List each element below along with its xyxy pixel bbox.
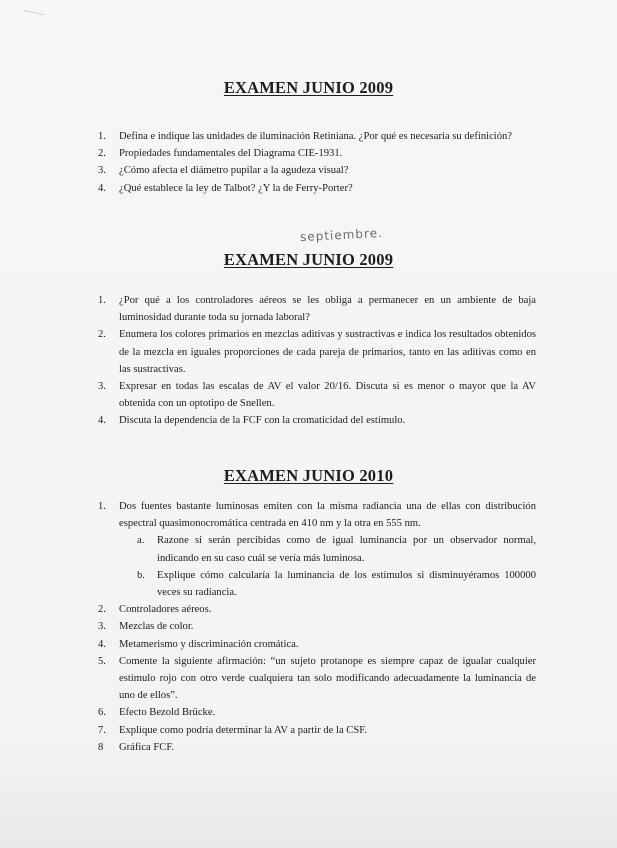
sub-question-list [119,532,536,601]
sub-list-item: b. Explique cómo calcularía la luminancia de los estímulos si disminuyéramos 100000 veces su radiancia. [137,569,536,599]
list-item: 2. Controladores aéreos. [98,604,212,616]
list-item: 1. Defina e indique las unidades de iluminación Retiniana. ¿Por qué es necesaria su definición? [98,131,513,142]
list-item: 3. Mezclas de color. [98,621,194,633]
scan-shadow [0,758,617,848]
sub-list-item: a. Razone si serán percibidas como de igual luminancia por un observador normal, indicando en su caso cuál se vería más luminosa. [137,535,536,564]
list-item: 1. Dos fuentes bastante luminosas emiten con la misma radiancia una de ellas con distribución espectral quasimonocromática centrada en 410 nm y la otra en 555 nm. a. Razone si serán percibidas como de igual luminancia por un observador normal, indicando en su caso cuál se vería más luminosa. b. Explique cómo calcularía la luminancia de los estímulos si disminuyéramos 100000 veces su radiancia. [98,498,536,601]
section-title-2: EXAMEN JUNIO 2009 [223,250,394,269]
list-item: 3. ¿Cómo afecta el diámetro pupilar a la agudeza visual? [98,165,349,177]
list-item: 4. ¿Qué establece la ley de Talbot? ¿Y la de Ferry-Porter? [98,182,353,194]
list-item: 6. Efecto Bezold Brücke. [98,707,216,719]
handwritten-annotation: septiembre. [299,225,384,245]
list-item: 5. Comente la siguiente afirmación: “un sujeto protanope es siempre capaz de igualar cualquier estímulo rojo con otro verde cualquiera tan solo modificando adecuadamente la luminancia de uno de ellos”. [98,655,536,702]
list-item: 2. Enumera los colores primarios en mezclas aditivas y sustractivas e indica los resultados obtenidos de la mezcla en iguales proporciones de cada pareja de primarios, tanto en las aditivas como en las sustractivas. [98,329,536,375]
section-title-1: EXAMEN JUNIO 2009 [223,78,394,97]
question-list-3 [98,498,536,756]
question-list-2 [98,292,536,430]
section-title-3: EXAMEN JUNIO 2010 [223,466,394,485]
list-item: 2. Propiedades fundamentales del Diagrama CIE-1931. [98,148,343,160]
list-item: 7. Explique como podría determinar la AV a partir de la CSF. [98,724,367,736]
list-item: 1. ¿Por qué a los controladores aéreos se les obliga a permanecer en un ambiente de baja luminosidad durante toda su jornada laboral? [98,295,536,324]
scan-mark [22,10,45,21]
list-item: 4. Discuta la dependencia de la FCF con la cromaticidad del estímulo. [98,415,406,427]
list-item: 3. Expresar en todas las escalas de AV el valor 20/16. Discuta si es menor o mayor que la AV obtenida con un optotipo de Snellen. [98,381,536,410]
list-item: 4. Metamerismo y discriminación cromática. [98,638,299,650]
question-list-1 [98,128,536,197]
list-item: 8 Gráfica FCF. [98,741,175,753]
